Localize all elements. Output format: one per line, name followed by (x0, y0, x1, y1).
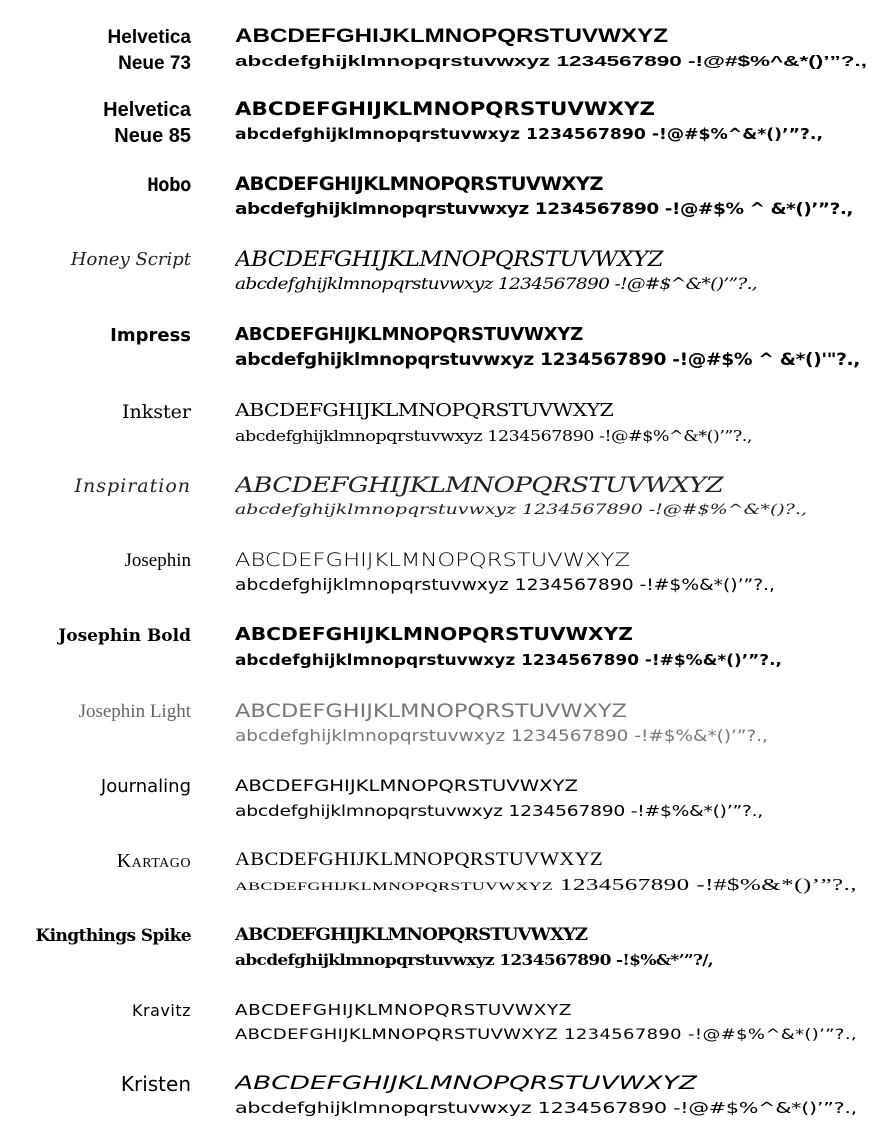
specimen-josephin-bold (0, 623, 891, 697)
uppercase-sample: ABCDEFGHIJKLMNOPQRSTUVWXYZ (235, 26, 668, 47)
font-name (1, 848, 191, 874)
specimen-helvetica-neue-85 (0, 97, 891, 171)
font-name (1, 399, 191, 425)
font-name-line: Josephin Bold (58, 626, 191, 646)
uppercase-sample: ABCDEFGHIJKLMNOPQRSTUVWXYZ (235, 925, 587, 945)
font-name (1, 998, 191, 1024)
font-name (1, 699, 191, 725)
font-name (1, 623, 191, 649)
font-name-line: Kingthings Spike (35, 926, 191, 946)
specimen-kartago (0, 848, 891, 922)
lowercase-sample: abcdefghijklmnopqrstuvwxyz 1234567890 -!@#$% ^ &*()'"?., (235, 350, 860, 370)
font-name-line: Honey Script (70, 249, 191, 270)
font-name-line: Josephin Light (78, 701, 191, 722)
font-name-line: Journaling (100, 776, 191, 797)
font-name-line: Helvetica (107, 27, 191, 48)
lowercase-sample: ABCDEFGHIJKLMNOPQRSTUVWXYZ 1234567890 -!@#$%^&*()’”?., (235, 1027, 857, 1043)
lowercase-sample: abcdefghijklmnopqrstuvwxyz 1234567890 -!@#$% ^ &*()’”?., (235, 199, 853, 218)
specimen-helvetica-neue-73 (0, 25, 891, 99)
font-name (1, 923, 191, 949)
font-name (1, 97, 191, 149)
uppercase-sample: ABCDEFGHIJKLMNOPQRSTUVWXYZ (235, 173, 603, 195)
specimen-kingthings-spike (0, 923, 891, 997)
font-name (1, 1071, 191, 1097)
font-name-line: Neue 85 (114, 125, 191, 147)
uppercase-sample: ABCDEFGHIJKLMNOPQRSTUVWXYZ (235, 1072, 697, 1094)
uppercase-sample: ABCDEFGHIJKLMNOPQRSTUVWXYZ (235, 98, 655, 120)
lowercase-sample: abcdefghijklmnopqrstuvwxyz 1234567890 -!#$%&*()’”?., (235, 651, 782, 669)
font-name (1, 25, 191, 77)
specimen-impress (0, 323, 891, 397)
lowercase-sample: abcdefghijklmnopqrstuvwxyz 1234567890 -!@#$^&*()’”?., (235, 274, 757, 293)
font-name-line: Kartago (116, 850, 191, 872)
uppercase-sample: ABCDEFGHIJKLMNOPQRSTUVWXYZ (235, 324, 583, 345)
lowercase-sample: abcdefghijklmnopqrstuvwxyz 1234567890 -!#$%&*()’”?., (235, 575, 775, 594)
uppercase-sample: ABCDEFGHIJKLMNOPQRSTUVWXYZ (235, 247, 663, 271)
font-name-line: Josephin (124, 550, 191, 571)
font-name-line: Inkster (122, 401, 191, 423)
specimen-honey-script (0, 247, 891, 321)
font-name-line: Neue 73 (118, 53, 191, 74)
specimen-inspiration (0, 473, 891, 547)
font-name-line: Inspiration (74, 475, 191, 497)
font-name (1, 548, 191, 574)
uppercase-sample: ABCDEFGHIJKLMNOPQRSTUVWXYZ (235, 549, 630, 571)
font-name-line: Hobo (147, 174, 191, 196)
specimen-josephin (0, 548, 891, 622)
uppercase-sample: ABCDEFGHIJKLMNOPQRSTUVWXYZ (235, 400, 613, 421)
font-name (1, 473, 191, 499)
specimen-inkster (0, 399, 891, 473)
font-name-line: Kravitz (132, 1001, 191, 1020)
specimen-kravitz (0, 998, 891, 1072)
lowercase-sample: abcdefghijklmnopqrstuvwxyz 1234567890 -!$%&*’”?/, (235, 951, 713, 969)
font-name-line: Impress (110, 325, 191, 346)
specimen-hobo (0, 172, 891, 246)
lowercase-sample: abcdefghijklmnopqrstuvwxyz 1234567890 -!#$%&*()’”?., (235, 726, 768, 745)
font-name (1, 247, 191, 273)
uppercase-sample: ABCDEFGHIJKLMNOPQRSTUVWXYZ (235, 849, 603, 870)
font-name-line: Kristen (120, 1072, 191, 1096)
uppercase-sample: ABCDEFGHIJKLMNOPQRSTUVWXYZ (235, 776, 578, 795)
font-name (1, 323, 191, 349)
specimen-journaling (0, 774, 891, 848)
lowercase-sample: abcdefghijklmnopqrstuvwxyz 1234567890 -!@#$%^&*()’”?., (235, 1099, 857, 1117)
lowercase-sample: abcdefghijklmnopqrstuvwxyz 1234567890 -!#$%&*()’”?., (235, 802, 763, 820)
lowercase-sample: abcdefghijklmnopqrstuvwxyz 1234567890 -!@#$%^&*()’”?., (235, 53, 867, 70)
specimen-josephin-light (0, 699, 891, 773)
lowercase-sample: abcdefghijklmnopqrstuvwxyz 1234567890 -!@#$%^&*()’”?., (235, 427, 752, 445)
lowercase-sample: abcdefghijklmnopqrstuvwxyz 1234567890 -!@#$%^&*()’”?., (235, 125, 823, 143)
font-name-line: Helvetica (103, 99, 191, 121)
uppercase-sample: ABCDEFGHIJKLMNOPQRSTUVWXYZ (235, 1001, 572, 1019)
lowercase-sample: abcdefghijklmnopqrstuvwxyz 1234567890 -!@#$%^&*()?., (235, 502, 807, 518)
lowercase-sample: abcdefghijklmnopqrstuvwxyz 1234567890 -!#$%&*()’”?., (235, 875, 857, 894)
uppercase-sample: ABCDEFGHIJKLMNOPQRSTUVWXYZ (235, 473, 723, 497)
uppercase-sample: ABCDEFGHIJKLMNOPQRSTUVWXYZ (235, 700, 627, 722)
font-name (1, 172, 191, 198)
uppercase-sample: ABCDEFGHIJKLMNOPQRSTUVWXYZ (235, 624, 633, 645)
font-name (1, 774, 191, 800)
